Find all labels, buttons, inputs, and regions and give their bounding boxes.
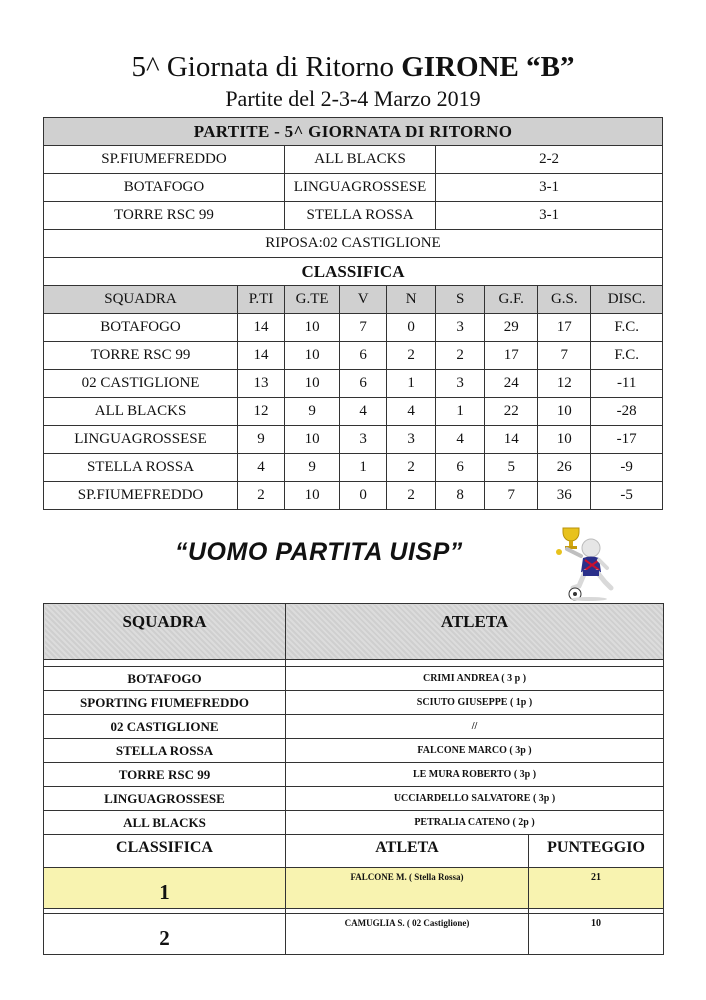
- uomo-athlete: FALCONE MARCO ( 3p ): [286, 739, 664, 763]
- standings-cell: 14: [485, 426, 538, 454]
- spacer-row: [44, 660, 664, 667]
- standings-cell: -5: [591, 482, 663, 510]
- standings-cell: BOTAFOGO: [44, 314, 238, 342]
- uomo-athlete: SCIUTO GIUSEPPE ( 1p ): [286, 691, 664, 715]
- standings-row: [44, 398, 663, 426]
- standings-cell: 12: [238, 398, 285, 426]
- standings-cell: 1: [387, 370, 436, 398]
- standings-cell: 3: [340, 426, 387, 454]
- match-score: 3-1: [436, 174, 663, 202]
- standings-cell: 13: [238, 370, 285, 398]
- rest-row: [44, 230, 663, 258]
- ranking-points: 10: [529, 914, 664, 955]
- match-home: TORRE RSC 99: [44, 202, 285, 230]
- standings-cell: 36: [538, 482, 591, 510]
- standings-row: [44, 454, 663, 482]
- page-subtitle: Partite del 2-3-4 Marzo 2019: [225, 86, 481, 111]
- standings-cell: 1: [340, 454, 387, 482]
- standings-cell: 24: [485, 370, 538, 398]
- standings-cell: 17: [538, 314, 591, 342]
- standings-cell: -28: [591, 398, 663, 426]
- standings-cell: 10: [285, 314, 340, 342]
- uomo-team: TORRE RSC 99: [44, 763, 286, 787]
- standings-cell: SP.FIUMEFREDDO: [44, 482, 238, 510]
- standings-row: [44, 342, 663, 370]
- col-header: G.F.: [485, 286, 538, 314]
- standings-cell: F.C.: [591, 314, 663, 342]
- col-header: V: [340, 286, 387, 314]
- standings-cell: 6: [340, 342, 387, 370]
- standings-cell: 9: [285, 454, 340, 482]
- standings-cell: 26: [538, 454, 591, 482]
- match-score: 2-2: [436, 146, 663, 174]
- col-header: SQUADRA: [44, 286, 238, 314]
- standings-heading: CLASSIFICA: [44, 258, 663, 286]
- rest-team: RIPOSA:02 CASTIGLIONE: [44, 230, 663, 258]
- uomo-team: ALL BLACKS: [44, 811, 286, 835]
- ranking-row: [44, 868, 664, 909]
- match-row: [44, 146, 663, 174]
- uomo-team: SPORTING FIUMEFREDDO: [44, 691, 286, 715]
- uomo-team: STELLA ROSSA: [44, 739, 286, 763]
- match-score: 3-1: [436, 202, 663, 230]
- ranking-header-row: [44, 835, 664, 868]
- standings-cell: 6: [436, 454, 485, 482]
- matches-heading-row: [44, 118, 663, 146]
- standings-cell: 12: [538, 370, 591, 398]
- standings-cell: 10: [285, 370, 340, 398]
- standings-cell: 14: [238, 342, 285, 370]
- ranking-athlete: CAMUGLIA S. ( 02 Castiglione): [286, 914, 529, 955]
- uomo-row: [44, 715, 664, 739]
- col-header: G.TE: [285, 286, 340, 314]
- standings-cell: 10: [285, 426, 340, 454]
- match-away: STELLA ROSSA: [285, 202, 436, 230]
- standings-cell: TORRE RSC 99: [44, 342, 238, 370]
- standings-cell: 10: [538, 398, 591, 426]
- standings-cell: 10: [285, 482, 340, 510]
- col-header: N: [387, 286, 436, 314]
- standings-cell: LINGUAGROSSESE: [44, 426, 238, 454]
- results-standings-table: [43, 117, 663, 510]
- standings-cell: -9: [591, 454, 663, 482]
- col-header: S: [436, 286, 485, 314]
- standings-cell: 0: [340, 482, 387, 510]
- uomo-partita-table: [43, 603, 664, 955]
- uomo-row: [44, 667, 664, 691]
- standings-row: [44, 482, 663, 510]
- match-row: [44, 174, 663, 202]
- standings-cell: 3: [387, 426, 436, 454]
- standings-cell: 6: [340, 370, 387, 398]
- standings-cell: 2: [238, 482, 285, 510]
- standings-cell: STELLA ROSSA: [44, 454, 238, 482]
- col-team-header: SQUADRA: [44, 604, 286, 660]
- soccer-player-trophy-icon: [545, 522, 627, 602]
- ranking-col-header: PUNTEGGIO: [529, 835, 664, 868]
- standings-row: [44, 426, 663, 454]
- standings-cell: 29: [485, 314, 538, 342]
- uomo-team: 02 CASTIGLIONE: [44, 715, 286, 739]
- ranking-athlete: FALCONE M. ( Stella Rossa): [286, 868, 529, 909]
- standings-cell: 3: [436, 314, 485, 342]
- ranking-col-header: CLASSIFICA: [44, 835, 286, 868]
- standings-cell: 22: [485, 398, 538, 426]
- standings-cell: 2: [387, 454, 436, 482]
- standings-heading-row: [44, 258, 663, 286]
- uomo-athlete: CRIMI ANDREA ( 3 p ): [286, 667, 664, 691]
- uomo-row: [44, 739, 664, 763]
- col-header: DISC.: [591, 286, 663, 314]
- standings-cell: 2: [436, 342, 485, 370]
- uomo-header-row: [44, 604, 664, 660]
- standings-cell: ALL BLACKS: [44, 398, 238, 426]
- ranking-position: 2: [44, 914, 286, 955]
- standings-cell: 4: [238, 454, 285, 482]
- ranking-col-header: ATLETA: [286, 835, 529, 868]
- standings-cell: 5: [485, 454, 538, 482]
- uomo-team: LINGUAGROSSESE: [44, 787, 286, 811]
- standings-cell: 7: [485, 482, 538, 510]
- standings-cell: F.C.: [591, 342, 663, 370]
- standings-cell: 02 CASTIGLIONE: [44, 370, 238, 398]
- match-away: LINGUAGROSSESE: [285, 174, 436, 202]
- standings-row: [44, 314, 663, 342]
- uomo-athlete: //: [286, 715, 664, 739]
- uomo-athlete: LE MURA ROBERTO ( 3p ): [286, 763, 664, 787]
- standings-cell: 4: [340, 398, 387, 426]
- standings-cell: 10: [538, 426, 591, 454]
- match-home: SP.FIUMEFREDDO: [44, 146, 285, 174]
- standings-row: [44, 370, 663, 398]
- standings-cell: 9: [238, 426, 285, 454]
- uomo-row: [44, 811, 664, 835]
- standings-cell: 17: [485, 342, 538, 370]
- standings-cell: -11: [591, 370, 663, 398]
- standings-cell: 7: [538, 342, 591, 370]
- standings-cell: -17: [591, 426, 663, 454]
- match-away: ALL BLACKS: [285, 146, 436, 174]
- standings-cell: 8: [436, 482, 485, 510]
- uomo-row: [44, 763, 664, 787]
- standings-cell: 14: [238, 314, 285, 342]
- match-row: [44, 202, 663, 230]
- ranking-points: 21: [529, 868, 664, 909]
- col-header: P.TI: [238, 286, 285, 314]
- title-prefix: 5^ Giornata di Ritorno: [131, 51, 394, 83]
- standings-cell: 4: [387, 398, 436, 426]
- page-title: [0, 50, 706, 84]
- standings-cell: 3: [436, 370, 485, 398]
- uomo-athlete: UCCIARDELLO SALVATORE ( 3p ): [286, 787, 664, 811]
- title-group: GIRONE “B”: [401, 51, 575, 83]
- uomo-athlete: PETRALIA CATENO ( 2p ): [286, 811, 664, 835]
- col-athlete-header: ATLETA: [286, 604, 664, 660]
- matches-heading: PARTITE - 5^ GIORNATA DI RITORNO: [44, 118, 663, 146]
- standings-cell: 0: [387, 314, 436, 342]
- standings-cell: 2: [387, 342, 436, 370]
- match-home: BOTAFOGO: [44, 174, 285, 202]
- standings-cell: 1: [436, 398, 485, 426]
- col-header: G.S.: [538, 286, 591, 314]
- uomo-team: BOTAFOGO: [44, 667, 286, 691]
- standings-cell: 7: [340, 314, 387, 342]
- standings-cell: 2: [387, 482, 436, 510]
- uomo-partita-heading: “UOMO PARTITA UISP”: [175, 538, 463, 566]
- uomo-row: [44, 691, 664, 715]
- standings-columns-row: [44, 286, 663, 314]
- standings-cell: 9: [285, 398, 340, 426]
- standings-cell: 10: [285, 342, 340, 370]
- standings-cell: 4: [436, 426, 485, 454]
- ranking-row: [44, 914, 664, 955]
- ranking-position: 1: [44, 868, 286, 909]
- uomo-row: [44, 787, 664, 811]
